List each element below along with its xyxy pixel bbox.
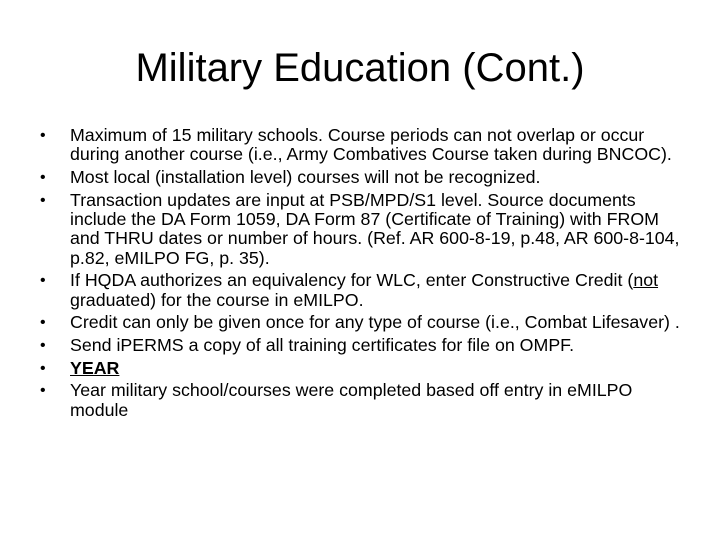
bullet-item: [40, 359, 680, 378]
bullet-text: Maximum of 15 military schools. Course periods can not overlap or occur during another course (i.e., Army Combatives Course taken during BNCOC).: [70, 125, 672, 165]
bullet-item: [40, 126, 680, 165]
slide-title: Military Education (Cont.): [135, 46, 585, 90]
bullet-text: Year military school/courses were completed based off entry in eMILPO module: [70, 380, 633, 420]
bullet-dot-icon: •: [40, 314, 46, 332]
bullet-text: Send iPERMS a copy of all training certificates for file on OMPF.: [70, 335, 575, 355]
bullet-list: [40, 126, 680, 423]
bullet-dot-icon: •: [40, 337, 46, 354]
bullet-text: Most local (installation level) courses will not be recognized.: [70, 167, 541, 187]
bullet-dot-icon: •: [40, 382, 46, 400]
bullet-item: [40, 313, 680, 332]
bullet-item: [40, 336, 680, 355]
bullet-text: Credit can only be given once for any type of course (i.e., Combat Lifesaver) .: [70, 312, 680, 333]
bullet-text-year-heading: YEAR: [70, 357, 120, 378]
bullet-text: Transaction updates are input at PSB/MPD/S1 level. Source documents include the DA Form 1059, DA Form 87 (Certificate of Training) with FROM and THRU dates or number of hours. (Ref. AR 600-8-19, p.48, AR 600-8-104, p.82, eMILPO FG, p. 35).: [70, 189, 680, 268]
bullet-dot-icon: •: [40, 169, 46, 186]
bullet-text: [70, 270, 658, 309]
bullet-dot-icon: •: [40, 191, 46, 209]
bullet-item: [40, 168, 680, 187]
bullet-item: [40, 271, 680, 310]
bullet-text-underlined: not: [633, 270, 659, 291]
bullet-dot-icon: •: [40, 359, 46, 377]
bullet-item: [40, 381, 680, 420]
bullet-text-after: graduated) for the course in eMILPO.: [70, 289, 364, 310]
bullet-dot-icon: •: [40, 272, 46, 290]
bullet-item: [40, 191, 680, 269]
bullet-text-before: If HQDA authorizes an equivalency for WLC, enter Constructive Credit (: [70, 270, 634, 291]
bullet-dot-icon: •: [40, 127, 46, 144]
